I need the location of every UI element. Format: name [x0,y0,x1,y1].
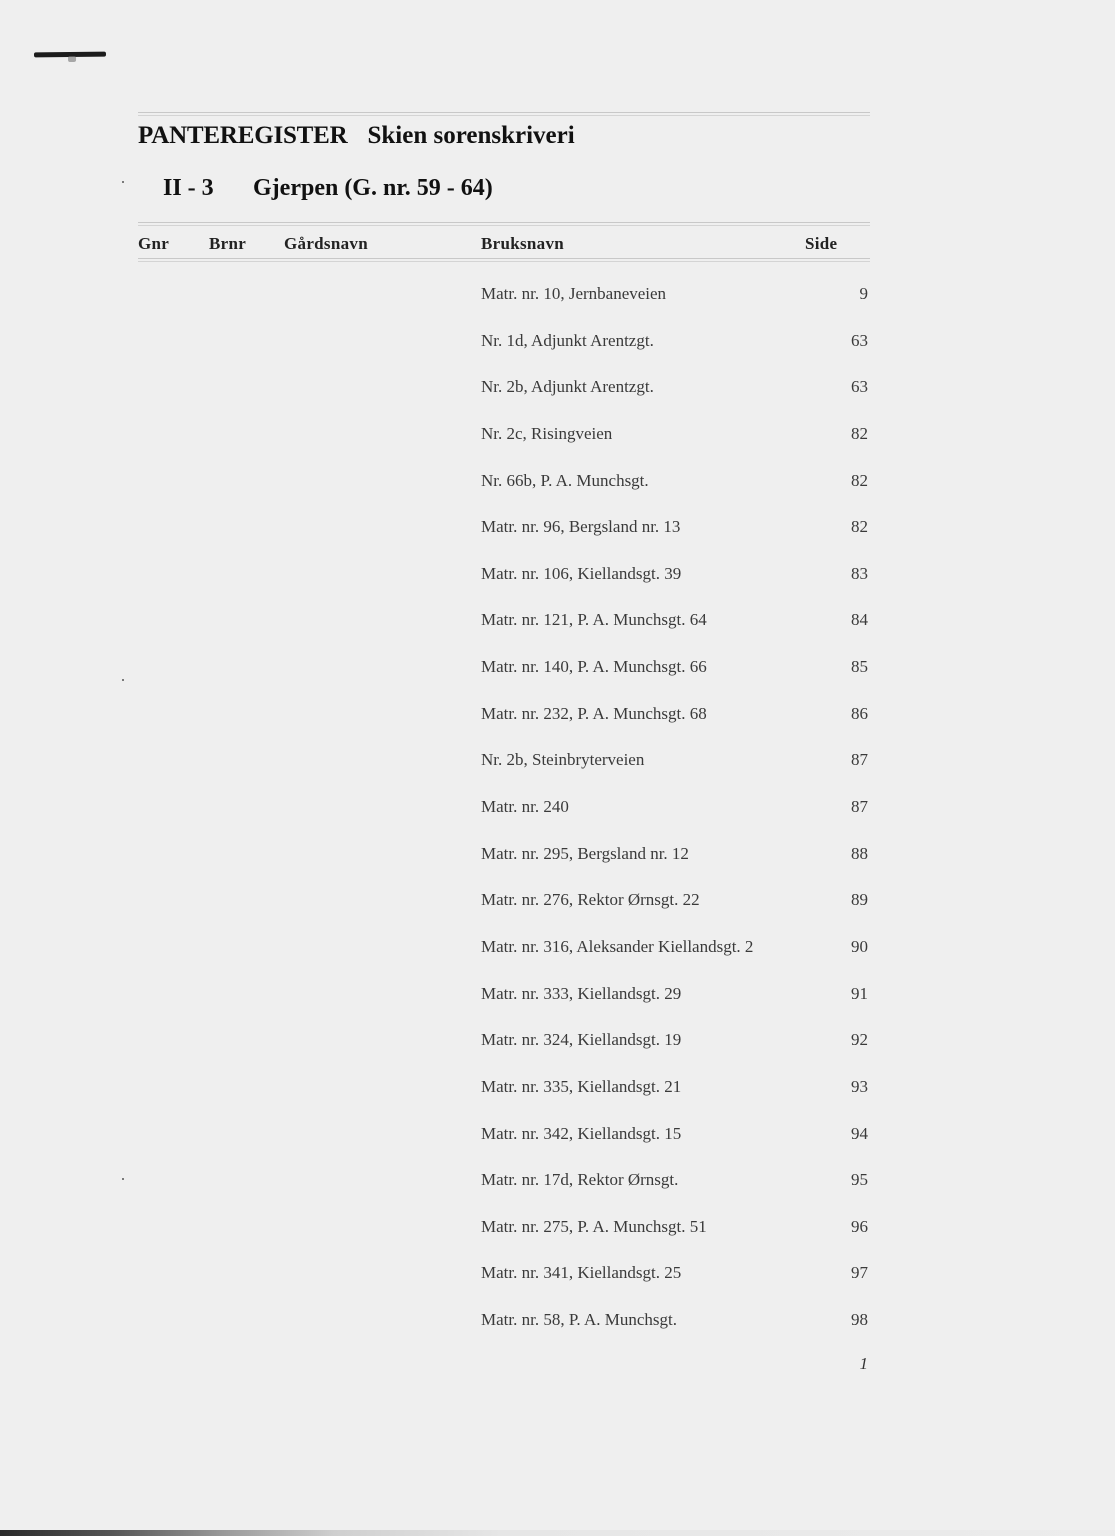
table-row [138,564,870,611]
margin-dot [122,679,124,681]
court-name: Skien sorenskriveri [367,122,575,149]
bruksnavn-cell: Matr. nr. 140, P. A. Munchsgt. 66 [481,657,707,677]
bruksnavn-cell: Matr. nr. 276, Rektor Ørnsgt. 22 [481,890,700,910]
register-page [138,112,870,1373]
table-row [138,377,870,424]
column-header-brnr: Brnr [209,234,247,253]
district-label: Gjerpen (G. nr. 59 - 64) [253,175,493,201]
side-cell: 82 [851,470,868,490]
bruksnavn-cell: Matr. nr. 96, Bergsland nr. 13 [481,517,681,537]
bruksnavn-cell: Matr. nr. 121, P. A. Munchsgt. 64 [481,610,707,630]
table-row [138,890,870,937]
table-row [138,331,870,378]
table-row [138,610,870,657]
bruksnavn-cell: Nr. 1d, Adjunkt Arentzgt. [481,330,654,350]
side-cell: 93 [851,1076,868,1096]
bruksnavn-cell: Matr. nr. 240 [481,797,569,817]
header-bottom-rule [138,258,870,262]
side-cell: 95 [851,1170,868,1190]
table-body [138,284,870,1357]
bruksnavn-cell: Matr. nr. 295, Bergsland nr. 12 [481,843,689,863]
side-cell: 84 [851,610,868,630]
bruksnavn-cell: Matr. nr. 106, Kiellandsgt. 39 [481,563,682,583]
side-cell: 91 [851,983,868,1003]
table-row [138,284,870,331]
table-row [138,1217,870,1264]
scan-artifact-mark [34,52,106,58]
side-cell: 85 [851,657,868,677]
table-row [138,704,870,751]
column-header-gnr: Gnr [138,234,170,253]
table-row [138,797,870,844]
side-cell: 97 [851,1263,868,1283]
table-row [138,471,870,518]
bruksnavn-cell: Matr. nr. 275, P. A. Munchsgt. 51 [481,1216,707,1236]
side-cell: 63 [851,330,868,350]
column-header-gardsnavn: Gårdsnavn [284,234,368,253]
table-header [138,234,870,256]
side-cell: 96 [851,1216,868,1236]
bruksnavn-cell: Matr. nr. 316, Aleksander Kiellandsgt. 2 [481,936,754,956]
table-row [138,517,870,564]
page-number: 1 [859,1354,868,1373]
bruksnavn-cell: Nr. 2b, Steinbryterveien [481,750,645,770]
bruksnavn-cell: Matr. nr. 324, Kiellandsgt. 19 [481,1030,682,1050]
table-row [138,1310,870,1357]
margin-dot [122,181,124,183]
document-subtitle-row [138,175,870,209]
table-row [138,937,870,984]
side-cell: 63 [851,377,868,397]
table-row [138,1077,870,1124]
document-title-row [138,122,870,158]
table-row [138,1263,870,1310]
bruksnavn-cell: Nr. 2b, Adjunkt Arentzgt. [481,377,654,397]
register-title: PANTEREGISTER [138,122,348,149]
bruksnavn-cell: Matr. nr. 58, P. A. Munchsgt. [481,1310,677,1330]
table-row [138,1170,870,1217]
side-cell: 87 [851,750,868,770]
side-cell: 92 [851,1030,868,1050]
side-cell: 90 [851,936,868,956]
table-row [138,750,870,797]
margin-dot [122,1178,124,1180]
bruksnavn-cell: Nr. 66b, P. A. Munchsgt. [481,470,649,490]
table-row [138,424,870,471]
table-row [138,844,870,891]
volume-label: II - 3 [163,175,214,201]
side-cell: 82 [851,517,868,537]
bruksnavn-cell: Matr. nr. 10, Jernbaneveien [481,284,667,303]
side-cell: 9 [859,284,868,303]
bruksnavn-cell: Matr. nr. 333, Kiellandsgt. 29 [481,983,682,1003]
side-cell: 94 [851,1123,868,1143]
bruksnavn-cell: Matr. nr. 341, Kiellandsgt. 25 [481,1263,682,1283]
header-top-rule [138,222,870,226]
side-cell: 88 [851,843,868,863]
bruksnavn-cell: Matr. nr. 17d, Rektor Ørnsgt. [481,1170,679,1190]
table-row [138,657,870,704]
side-cell: 98 [851,1310,868,1330]
top-rule [138,112,870,116]
scan-bottom-edge [0,1530,1115,1536]
bruksnavn-cell: Matr. nr. 342, Kiellandsgt. 15 [481,1123,682,1143]
table-row [138,1030,870,1077]
side-cell: 89 [851,890,868,910]
bruksnavn-cell: Matr. nr. 232, P. A. Munchsgt. 68 [481,703,707,723]
table-row [138,984,870,1031]
side-cell: 83 [851,563,868,583]
bruksnavn-cell: Matr. nr. 335, Kiellandsgt. 21 [481,1076,682,1096]
side-cell: 87 [851,797,868,817]
bruksnavn-cell: Nr. 2c, Risingveien [481,423,613,443]
column-header-bruksnavn: Bruksnavn [481,234,565,253]
side-cell: 86 [851,703,868,723]
column-header-side: Side [805,234,838,253]
table-row [138,1124,870,1171]
side-cell: 82 [851,423,868,443]
